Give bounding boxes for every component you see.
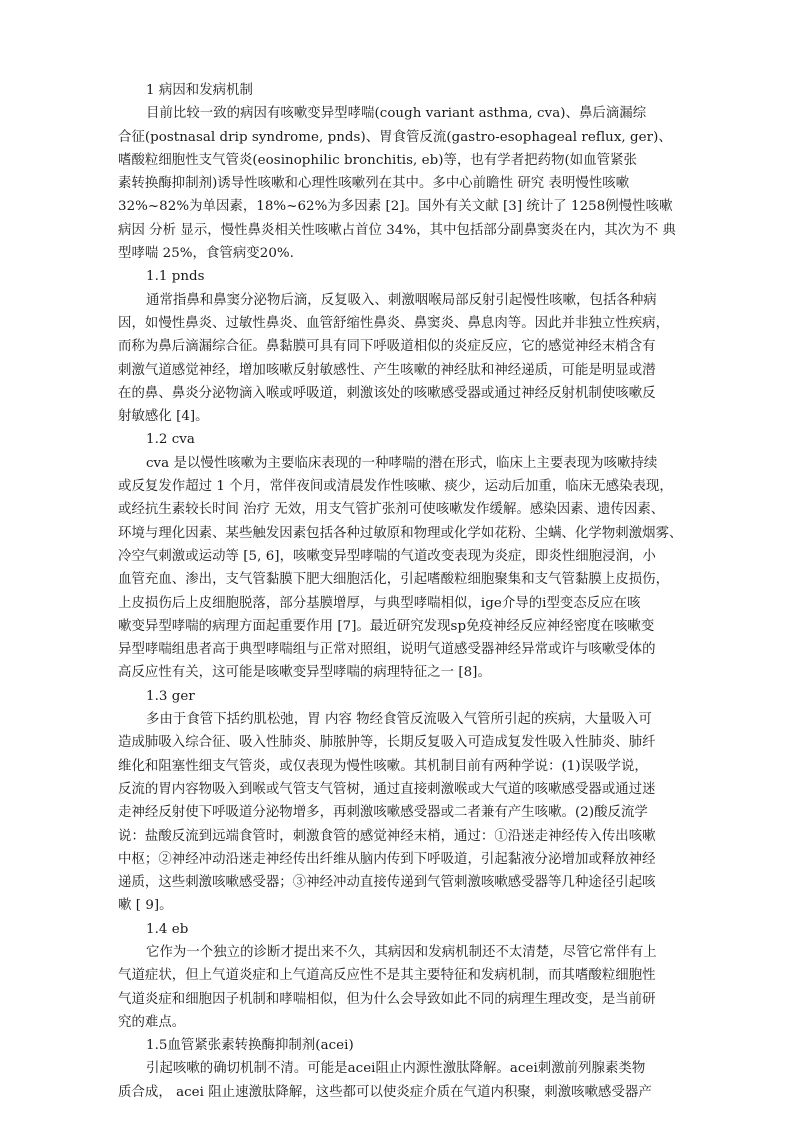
text-line: 因，如慢性鼻炎、过敏性鼻炎、血管舒缩性鼻炎、鼻窦炎、鼻息肉等。因此并非独立性疾病， (118, 315, 670, 331)
text-line: 走神经反射使下呼吸道分泌物增多，再刺激咳嗽感受器或二者兼有产生咳嗽。(2)酸反流学 (118, 805, 648, 821)
text-line: 说：盐酸反流到远端食管时，刺激食管的感觉神经末梢，通过：①沿迷走神经传入传出咳嗽 (118, 828, 656, 844)
text-line: 或反复发作超过 1 个月，常伴夜间或清晨发作性咳嗽、痰少，运动后加重，临床无感染表现， (118, 479, 673, 495)
text-line: 素转换酶抑制剂)诱导性咳嗽和心理性咳嗽列在其中。多中心前瞻性 研究 表明慢性咳嗽 (118, 176, 630, 192)
text-line: 多由于食管下括约肌松弛，胃 内容 物经食管反流吸入气管所引起的疾病，大量吸入可 (146, 712, 652, 728)
text-line: 中枢；②神经冲动沿迷走神经传出纤维从脑内传到下呼吸道，引起黏液分泌增加或释放神经 (118, 851, 656, 867)
text-line: 质合成， acei 阻止速激肽降解，这些都可以使炎症介质在气道内积聚，刺激咳嗽感受器产 (118, 1084, 652, 1100)
text-line: 合征(postnasal drip syndrome, pnds)、胃食管反流(gastro-esophageal reflux, ger)、 (118, 129, 672, 145)
section-heading: 1.1 pnds (146, 269, 205, 285)
text-line: 维化和阻塞性细支气管炎，或仅表现为慢性咳嗽。其机制目前有两种学说：(1)误吸学说， (118, 758, 648, 774)
text-line: 究的难点。 (118, 1014, 186, 1030)
text-line: 嗜酸粒细胞性支气管炎(eosinophilic bronchitis, eb)等，也有学者把药物(如血管紧张 (118, 152, 637, 168)
text-line: 冷空气刺激或运动等 [5, 6]，咳嗽变异型哮喘的气道改变表现为炎症，即炎性细胞浸润，小 (118, 548, 656, 564)
text-line: 或经抗生素较长时间 治疗 无效，用支气管扩张剂可使咳嗽发作缓解。感染因素、遗传因素、 (118, 502, 665, 518)
text-line: 型哮喘 25%，食管病变20%. (118, 246, 294, 262)
text-line: 病因 分析 显示，慢性鼻炎相关性咳嗽占首位 34%，其中包括部分副鼻窦炎在内，其次为不 典 (118, 222, 676, 238)
text-line: 血管充血、渗出，支气管黏膜下肥大细胞活化，引起嗜酸粒细胞聚集和支气管黏膜上皮损伤， (118, 572, 670, 588)
text-line: 造成肺吸入综合征、吸入性肺炎、肺脓肿等，长期反复吸入可造成复发性吸入性肺炎、肺纤 (118, 735, 656, 751)
text-line: 气道炎症和细胞因子机制和哮喘相似，但为什么会导致如此不同的病理生理改变，是当前研 (118, 991, 656, 1007)
text-line: 在的鼻、鼻炎分泌物滴入喉或呼吸道，刺激该处的咳嗽感受器或通过神经反射机制使咳嗽反 (118, 385, 656, 401)
text-line: 气道症状，但上气道炎症和上气道高反应性不是其主要特征和发病机制，而其嗜酸粒细胞性 (118, 968, 656, 984)
text-line: cva 是以慢性咳嗽为主要临床表现的一种哮喘的潜在形式，临床上主要表现为咳嗽持续 (146, 455, 658, 471)
text-line: 上皮损伤后上皮细胞脱落，部分基膜增厚，与典型哮喘相似，ige介导的i型变态反应在咳 (118, 595, 641, 611)
text-line: 引起咳嗽的确切机制不清。可能是acei阻止内源性激肽降解。acei刺激前列腺素类物 (146, 1061, 646, 1077)
text-line: 通常指鼻和鼻窦分泌物后滴，反复吸入、刺激咽喉局部反射引起慢性咳嗽，包括各种病 (146, 292, 657, 308)
text-line: 递质，这些刺激咳嗽感受器；③神经冲动直接传递到气管刺激咳嗽感受器等几种途径引起咳 (118, 875, 656, 891)
section-heading: 1.4 eb (146, 921, 189, 937)
text-line: 射敏感化 [4]。 (118, 409, 209, 425)
text-line: 嗽变异型哮喘的病理方面起重要作用 [7]。最近研究发现sp免疫神经反应神经密度在咳嗽变 (118, 618, 655, 634)
section-heading: 1.3 ger (146, 688, 195, 704)
text-line: 而称为鼻后滴漏综合征。鼻黏膜可具有同下呼吸道相似的炎症反应，它的感觉神经末梢含有 (118, 339, 656, 355)
text-line: 异型哮喘组患者高于典型哮喘组与正常对照组，说明气道感受器神经异常或许与咳嗽受体的 (118, 642, 656, 658)
text-line: 它作为一个独立的诊断才提出来不久，其病因和发病机制还不太清楚，尽管它常伴有上 (146, 944, 657, 960)
text-line: 嗽 [ 9]。 (118, 898, 173, 914)
text-line: 32%~82%为单因素，18%~62%为多因素 [2]。国外有关文献 [3] 统计了 1258例慢性咳嗽 (118, 199, 673, 215)
text-line: 反流的胃内容物吸入到喉或气管支气管树，通过直接刺激喉或大气道的咳嗽感受器或通过迷 (118, 781, 656, 797)
section-heading: 1.5血管紧张素转换酶抑制剂(acei) (146, 1038, 354, 1054)
section-heading: 1 病因和发病机制 (146, 83, 253, 98)
text-line: 刺激气道感觉神经，增加咳嗽反射敏感性、产生咳嗽的神经肽和神经递质，可能是明显或潜 (118, 362, 656, 378)
text-line: 目前比较一致的病因有咳嗽变异型哮喘(cough variant asthma, cva)、鼻后滴漏综 (146, 106, 647, 122)
section-heading: 1.2 cva (146, 432, 195, 448)
text-line: 环境与理化因素、某些触发因素包括各种过敏原和物理或化学如花粉、尘螨、化学物刺激烟雾、 (118, 525, 683, 541)
text-line: 高反应性有关，这可能是咳嗽变异型哮喘的病理特征之一 [8]。 (118, 665, 491, 681)
